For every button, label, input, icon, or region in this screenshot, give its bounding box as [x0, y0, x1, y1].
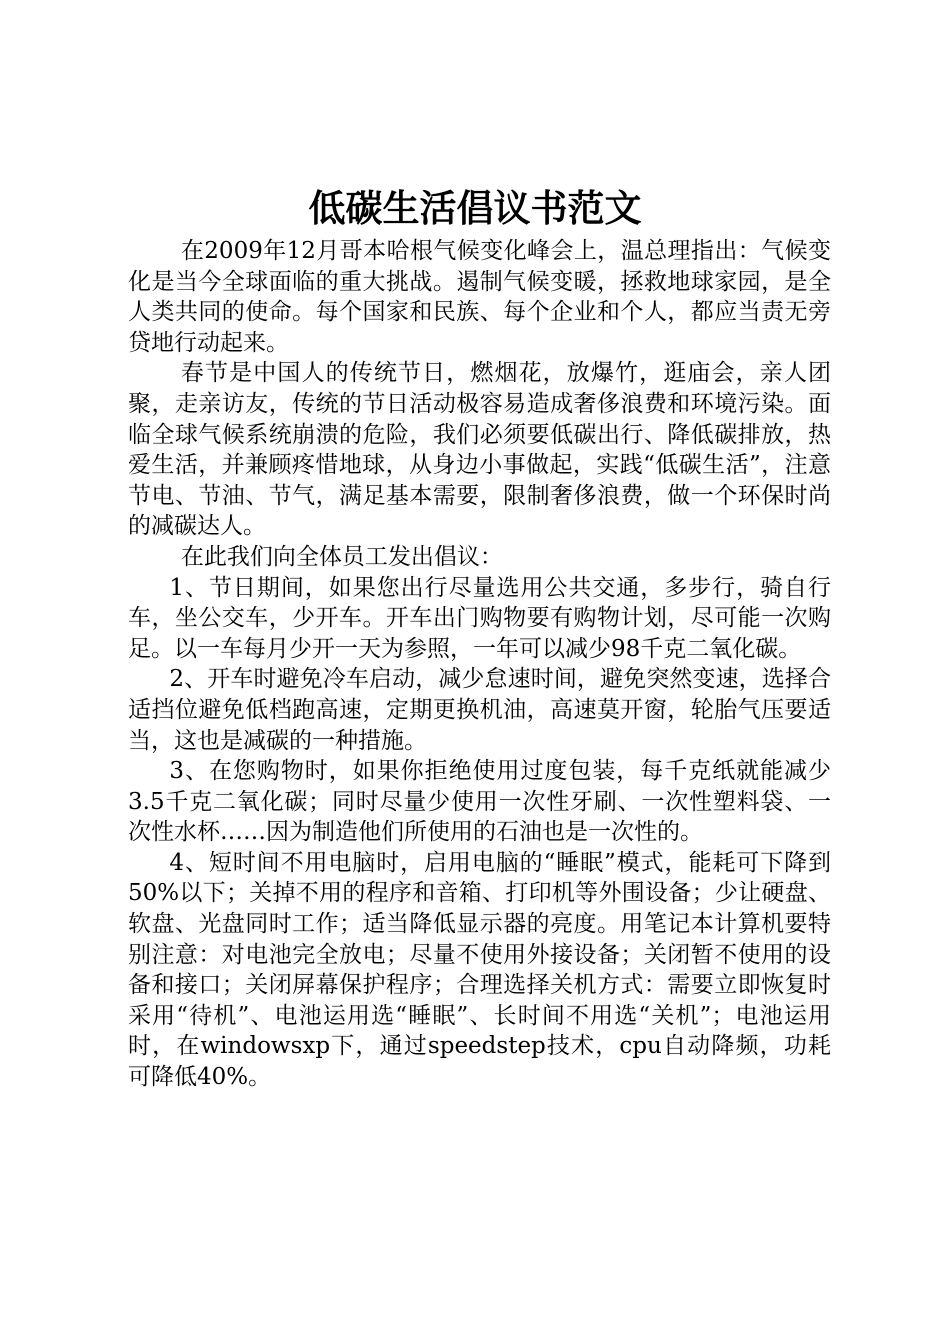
document-body	[128, 236, 831, 1093]
paragraph-item-3: 3、在您购物时，如果你拒绝使用过度包装，每千克纸就能减少3.5千克二氧化碳；同时尽量少使用一次性牙刷、一次性塑料袋、一次性水杯……因为制造他们所使用的石油也是一次性的。	[128, 758, 831, 846]
document-title: 低碳生活倡议书范文	[308, 187, 642, 230]
paragraph-appeal: 在此我们向全体员工发出倡议：	[180, 543, 503, 570]
paragraph-item-4: 4、短时间不用电脑时，启用电脑的“睡眠”模式，能耗可下降到50%以下；关掉不用的程序和音箱、打印机等外围设备；少让硬盘、软盘、光盘同时工作；适当降低显示器的亮度。用笔记本计算机要特别注意：对电池完全放电；尽量不使用外接设备；关闭暂不使用的设备和接口；关闭屏幕保护程序；合理选择关机方式：需要立即恢复时采用“待机”、电池运用选“睡眠”、长时间不用选“关机”；电池运用时，在windowsxp下，通过speedstep技术，cpu自动降频，功耗可降低40%。	[128, 849, 831, 1091]
paragraph-item-1: 1、节日期间，如果您出行尽量选用公共交通，多步行，骑自行车，坐公交车，少开车。开车出门购物要有购物计划，尽可能一次购足。以一车每月少开一天为参照，一年可以减少98千克二氧化碳。	[128, 574, 831, 662]
paragraph-intro: 在2009年12月哥本哈根气候变化峰会上，温总理指出：气候变化是当今全球面临的重大挑战。遏制气候变暖，拯救地球家园，是全人类共同的使命。每个国家和民族、每个企业和个人，都应当责无旁贷地行动起来。	[128, 238, 831, 356]
paragraph-item-2: 2、开车时避免冷车启动，减少怠速时间，避免突然变速，选择合适挡位避免低档跑高速，定期更换机油，高速莫开窗，轮胎气压要适当，这也是减碳的一种措施。	[128, 666, 831, 754]
paragraph-spring-festival: 春节是中国人的传统节日，燃烟花，放爆竹，逛庙会，亲人团聚，走亲访友，传统的节日活动极容易造成奢侈浪费和环境污染。面临全球气候系统崩溃的危险，我们必须要低碳出行、降低碳排放，热爱生活，并兼顾疼惜地球，从身边小事做起，实践“低碳生活”，注意节电、节油、节气，满足基本需要，限制奢侈浪费，做一个环保时尚的减碳达人。	[128, 360, 831, 540]
